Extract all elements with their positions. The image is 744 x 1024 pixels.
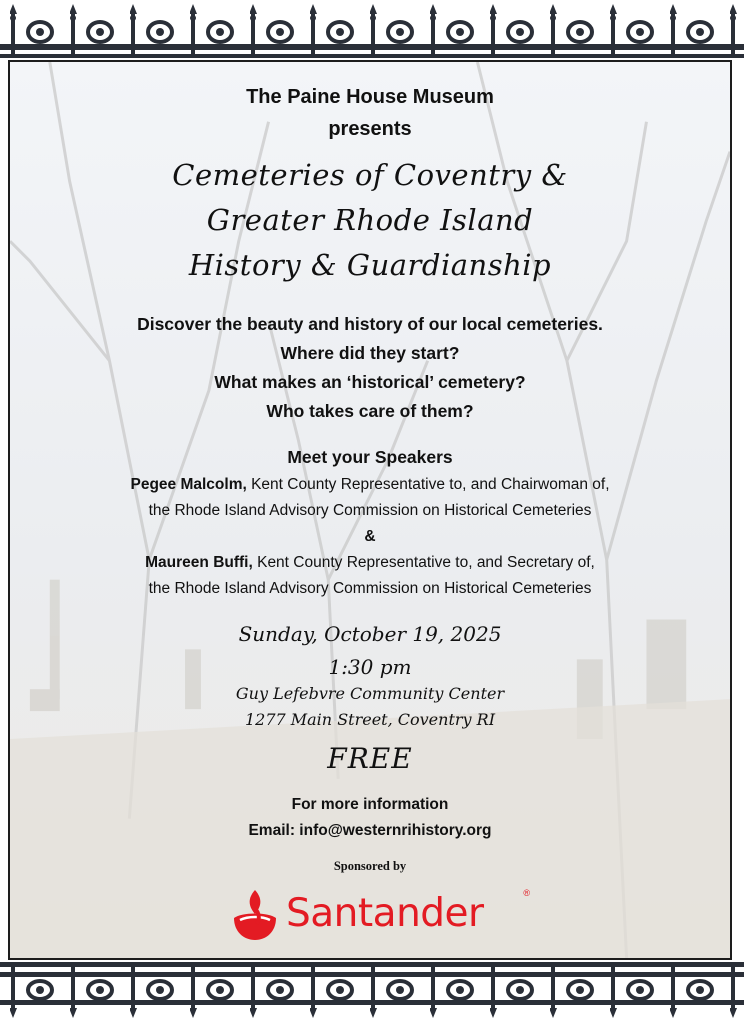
speaker-2-name: Maureen Buffi, — [145, 554, 253, 571]
santander-flame-icon — [230, 888, 280, 942]
speakers-heading: Meet your Speakers — [287, 447, 453, 467]
event-date: Sunday, October 19, 2025 — [238, 622, 502, 646]
event-title-line-1: Cemeteries of Coventry & — [172, 158, 568, 192]
event-price: FREE — [327, 742, 413, 775]
speaker-2-role: Kent County Representative to, and Secretary of, — [252, 554, 595, 571]
info-heading: For more information — [291, 796, 449, 813]
event-title-line-3: History & Guardianship — [188, 248, 552, 282]
question-1: Discover the beauty and history of our local cemeteries. — [137, 314, 603, 334]
speaker-1-org: the Rhode Island Advisory Commission on Historical Cemeteries — [148, 502, 592, 519]
sponsored-by-label: Sponsored by — [333, 859, 407, 873]
flyer-content — [10, 62, 730, 958]
santander-logo — [230, 888, 530, 942]
event-venue: Guy Lefebvre Community Center — [235, 684, 505, 703]
speaker-2-line — [10, 554, 730, 572]
speaker-1-line — [10, 476, 730, 494]
event-time: 1:30 pm — [328, 655, 412, 679]
event-title-line-2: Greater Rhode Island — [206, 203, 534, 237]
question-3: What makes an ‘historical’ cemetery? — [214, 372, 526, 392]
question-4: Who takes care of them? — [266, 401, 474, 421]
question-2: Where did they start? — [280, 343, 460, 363]
event-address: 1277 Main Street, Coventry RI — [244, 710, 496, 729]
bottom-fence-border-icon — [0, 960, 744, 1018]
top-fence-border-icon — [0, 4, 744, 62]
presents-text: presents — [328, 118, 412, 140]
registered-mark: ® — [523, 888, 530, 898]
speaker-1-name: Pegee Malcolm, — [130, 476, 247, 493]
speaker-2-org: the Rhode Island Advisory Commission on Historical Cemeteries — [148, 580, 592, 597]
santander-wordmark: Santander — [286, 891, 484, 936]
flyer-frame — [8, 60, 732, 960]
speaker-1-role: Kent County Representative to, and Chairwoman of, — [246, 476, 610, 493]
speakers-ampersand: & — [364, 528, 376, 545]
contact-email[interactable]: Email: info@westernrihistory.org — [248, 822, 492, 839]
organizer-name: The Paine House Museum — [246, 86, 494, 108]
